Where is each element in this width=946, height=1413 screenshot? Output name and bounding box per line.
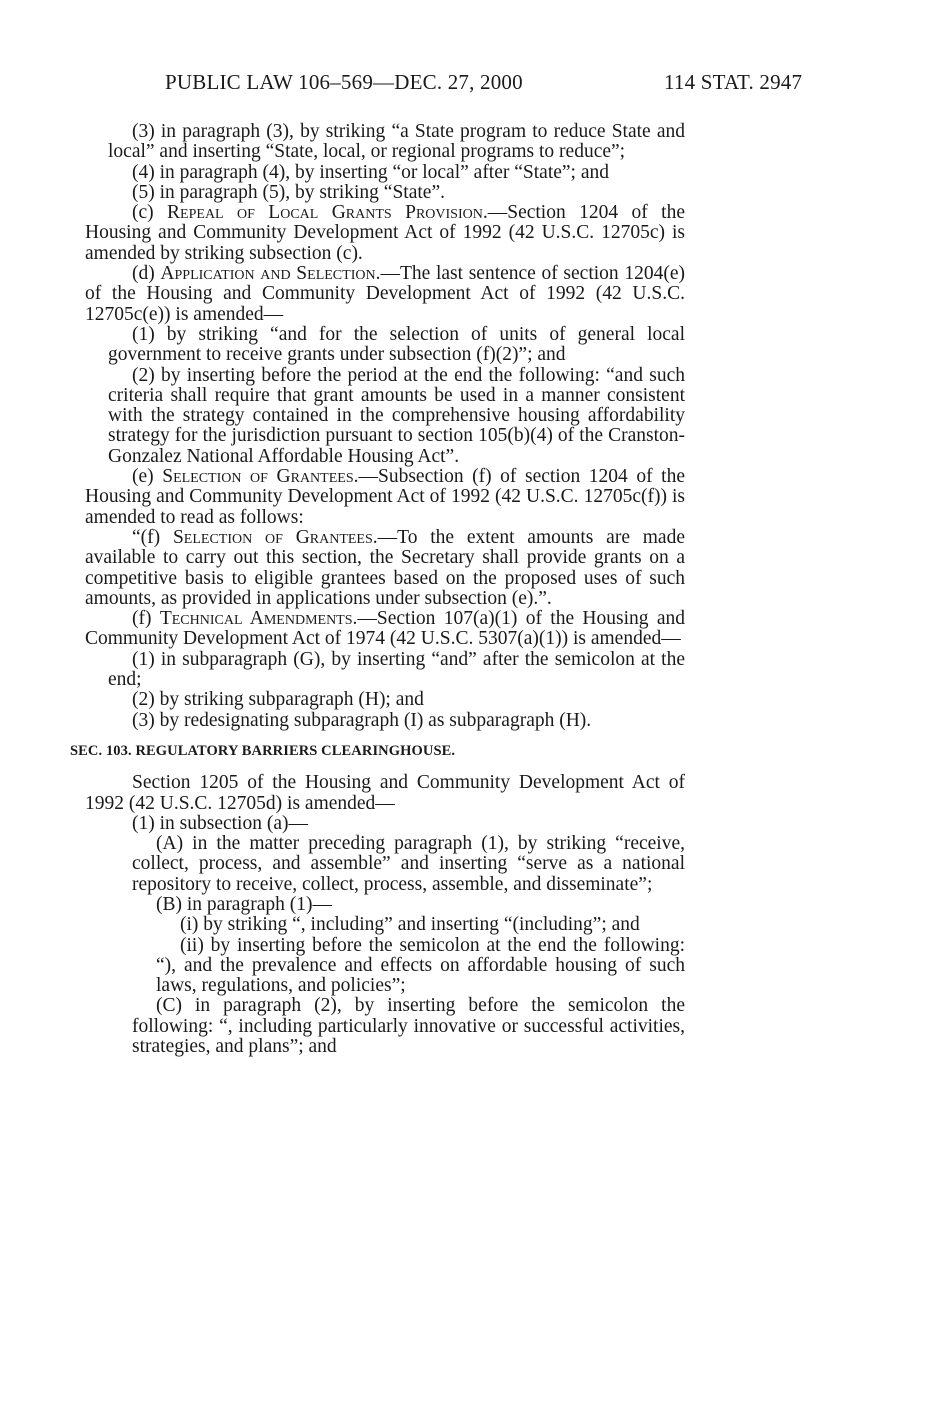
subsection-d-item-2: (2) by inserting before the period at the end the following: “and such criteria shall require that grant amounts be used in a manner consistent with the strategy contained in the comprehensive housing affordability strategy for the jurisdiction pursuant to section 105(b)(4) of the Cranston-Gonzalez National Affordable Housing Act”. xyxy=(108,364,685,467)
subsection-e-heading: Selection of Grantees xyxy=(162,466,354,488)
running-head: PUBLIC LAW 106–569—DEC. 27, 2000 xyxy=(165,70,523,94)
quoted-label: “(f) xyxy=(132,526,173,548)
section-103-item-1-B-i: (i) by striking “, including” and inserting “(including”; and xyxy=(180,914,640,936)
subsection-f-item-3: (3) by redesignating subparagraph (I) as subparagraph (H). xyxy=(132,709,592,731)
page-header xyxy=(0,70,946,100)
quoted-body: .—To the extent amounts are made available to carry out this section, the Secretary shall provide grants on a competitive basis to eligible grantees based on the proposed uses of such amounts, as provided in applications under subsection (e).”. xyxy=(85,526,685,609)
section-103-item-1: (1) in subsection (a)— xyxy=(132,812,308,834)
section-103-intro: Section 1205 of the Housing and Community Development Act of 1992 (42 U.S.C. 12705d) is amended— xyxy=(85,772,685,814)
paragraph-5-amendment: (5) in paragraph (5), by striking “State”. xyxy=(132,181,445,203)
subsection-f-label: (f) xyxy=(132,608,160,630)
section-103-item-1-C: (C) in paragraph (2), by inserting before the semicolon the following: “, including particularly innovative or successful activities, strategies, and plans”; and xyxy=(132,995,685,1058)
subsection-f-heading: Technical Amendments xyxy=(159,608,353,630)
subsection-d-text: .—The last sentence of section 1204(e) of the Housing and Community Development Act of 1992 (42 U.S.C. 12705c(e)) is amended— xyxy=(85,263,685,325)
paragraph-3-amendment: (3) in paragraph (3), by striking “a State program to reduce State and local” and inserting “State, local, or regional programs to reduce”; xyxy=(108,121,685,163)
subsection-c-text: .—Section 1204 of the Housing and Community Development Act of 1992 (42 U.S.C. 12705c) is amended by striking subsection (c). xyxy=(85,202,685,264)
paragraph-4-amendment: (4) in paragraph (4), by inserting “or local” after “State”; and xyxy=(132,161,609,183)
quoted-heading: Selection of Grantees xyxy=(172,526,373,548)
subsection-e-label: (e) xyxy=(132,466,163,488)
subsection-f-item-1: (1) in subparagraph (G), by inserting “and” after the semicolon at the end; xyxy=(108,648,685,691)
section-heading: SEC. 103. REGULATORY BARRIERS CLEARINGHOUSE. xyxy=(70,742,456,759)
subsection-c-label: (c) xyxy=(132,202,168,224)
subsection-f-text: .—Section 107(a)(1) of the Housing and Community Development Act of 1974 (42 U.S.C. 5307(a)(1)) is amended— xyxy=(85,608,686,650)
subsection-d-item-1: (1) by striking “and for the selection of units of general local government to receive grants under subsection (f)(2)”; and xyxy=(108,323,685,366)
section-103-item-1-B-ii: (ii) by inserting before the semicolon at the end the following: “), and the prevalence and effects on affordable housing of such laws, regulations, and policies”; xyxy=(156,934,685,997)
subsection-e xyxy=(85,467,685,528)
statute-page-number: 114 STAT. 2947 xyxy=(664,70,803,94)
subsection-d-label: (d) xyxy=(132,263,161,285)
section-103-item-1-A: (A) in the matter preceding paragraph (1), by striking “receive, collect, process, and assemble” and inserting “serve as a national repository to receive, collect, process, assemble, and disseminate”; xyxy=(132,833,685,895)
subsection-f-item-2: (2) by striking subparagraph (H); and xyxy=(132,689,424,711)
page-body xyxy=(70,121,686,1058)
subsection-e-quoted-text xyxy=(85,528,685,609)
section-103-item-1-B: (B) in paragraph (1)— xyxy=(156,893,332,915)
subsection-e-text: .—Subsection (f) of section 1204 of the Housing and Community Development Act of 1992 (42 U.S.C. 12705c(f)) is amended to read as follows: xyxy=(85,466,685,528)
subsection-d xyxy=(85,264,685,325)
subsection-f xyxy=(85,609,685,650)
subsection-c-heading: Repeal of Local Grants Provision xyxy=(167,202,483,224)
subsection-d-heading: Application and Selection xyxy=(160,263,376,285)
subsection-c xyxy=(85,203,685,264)
